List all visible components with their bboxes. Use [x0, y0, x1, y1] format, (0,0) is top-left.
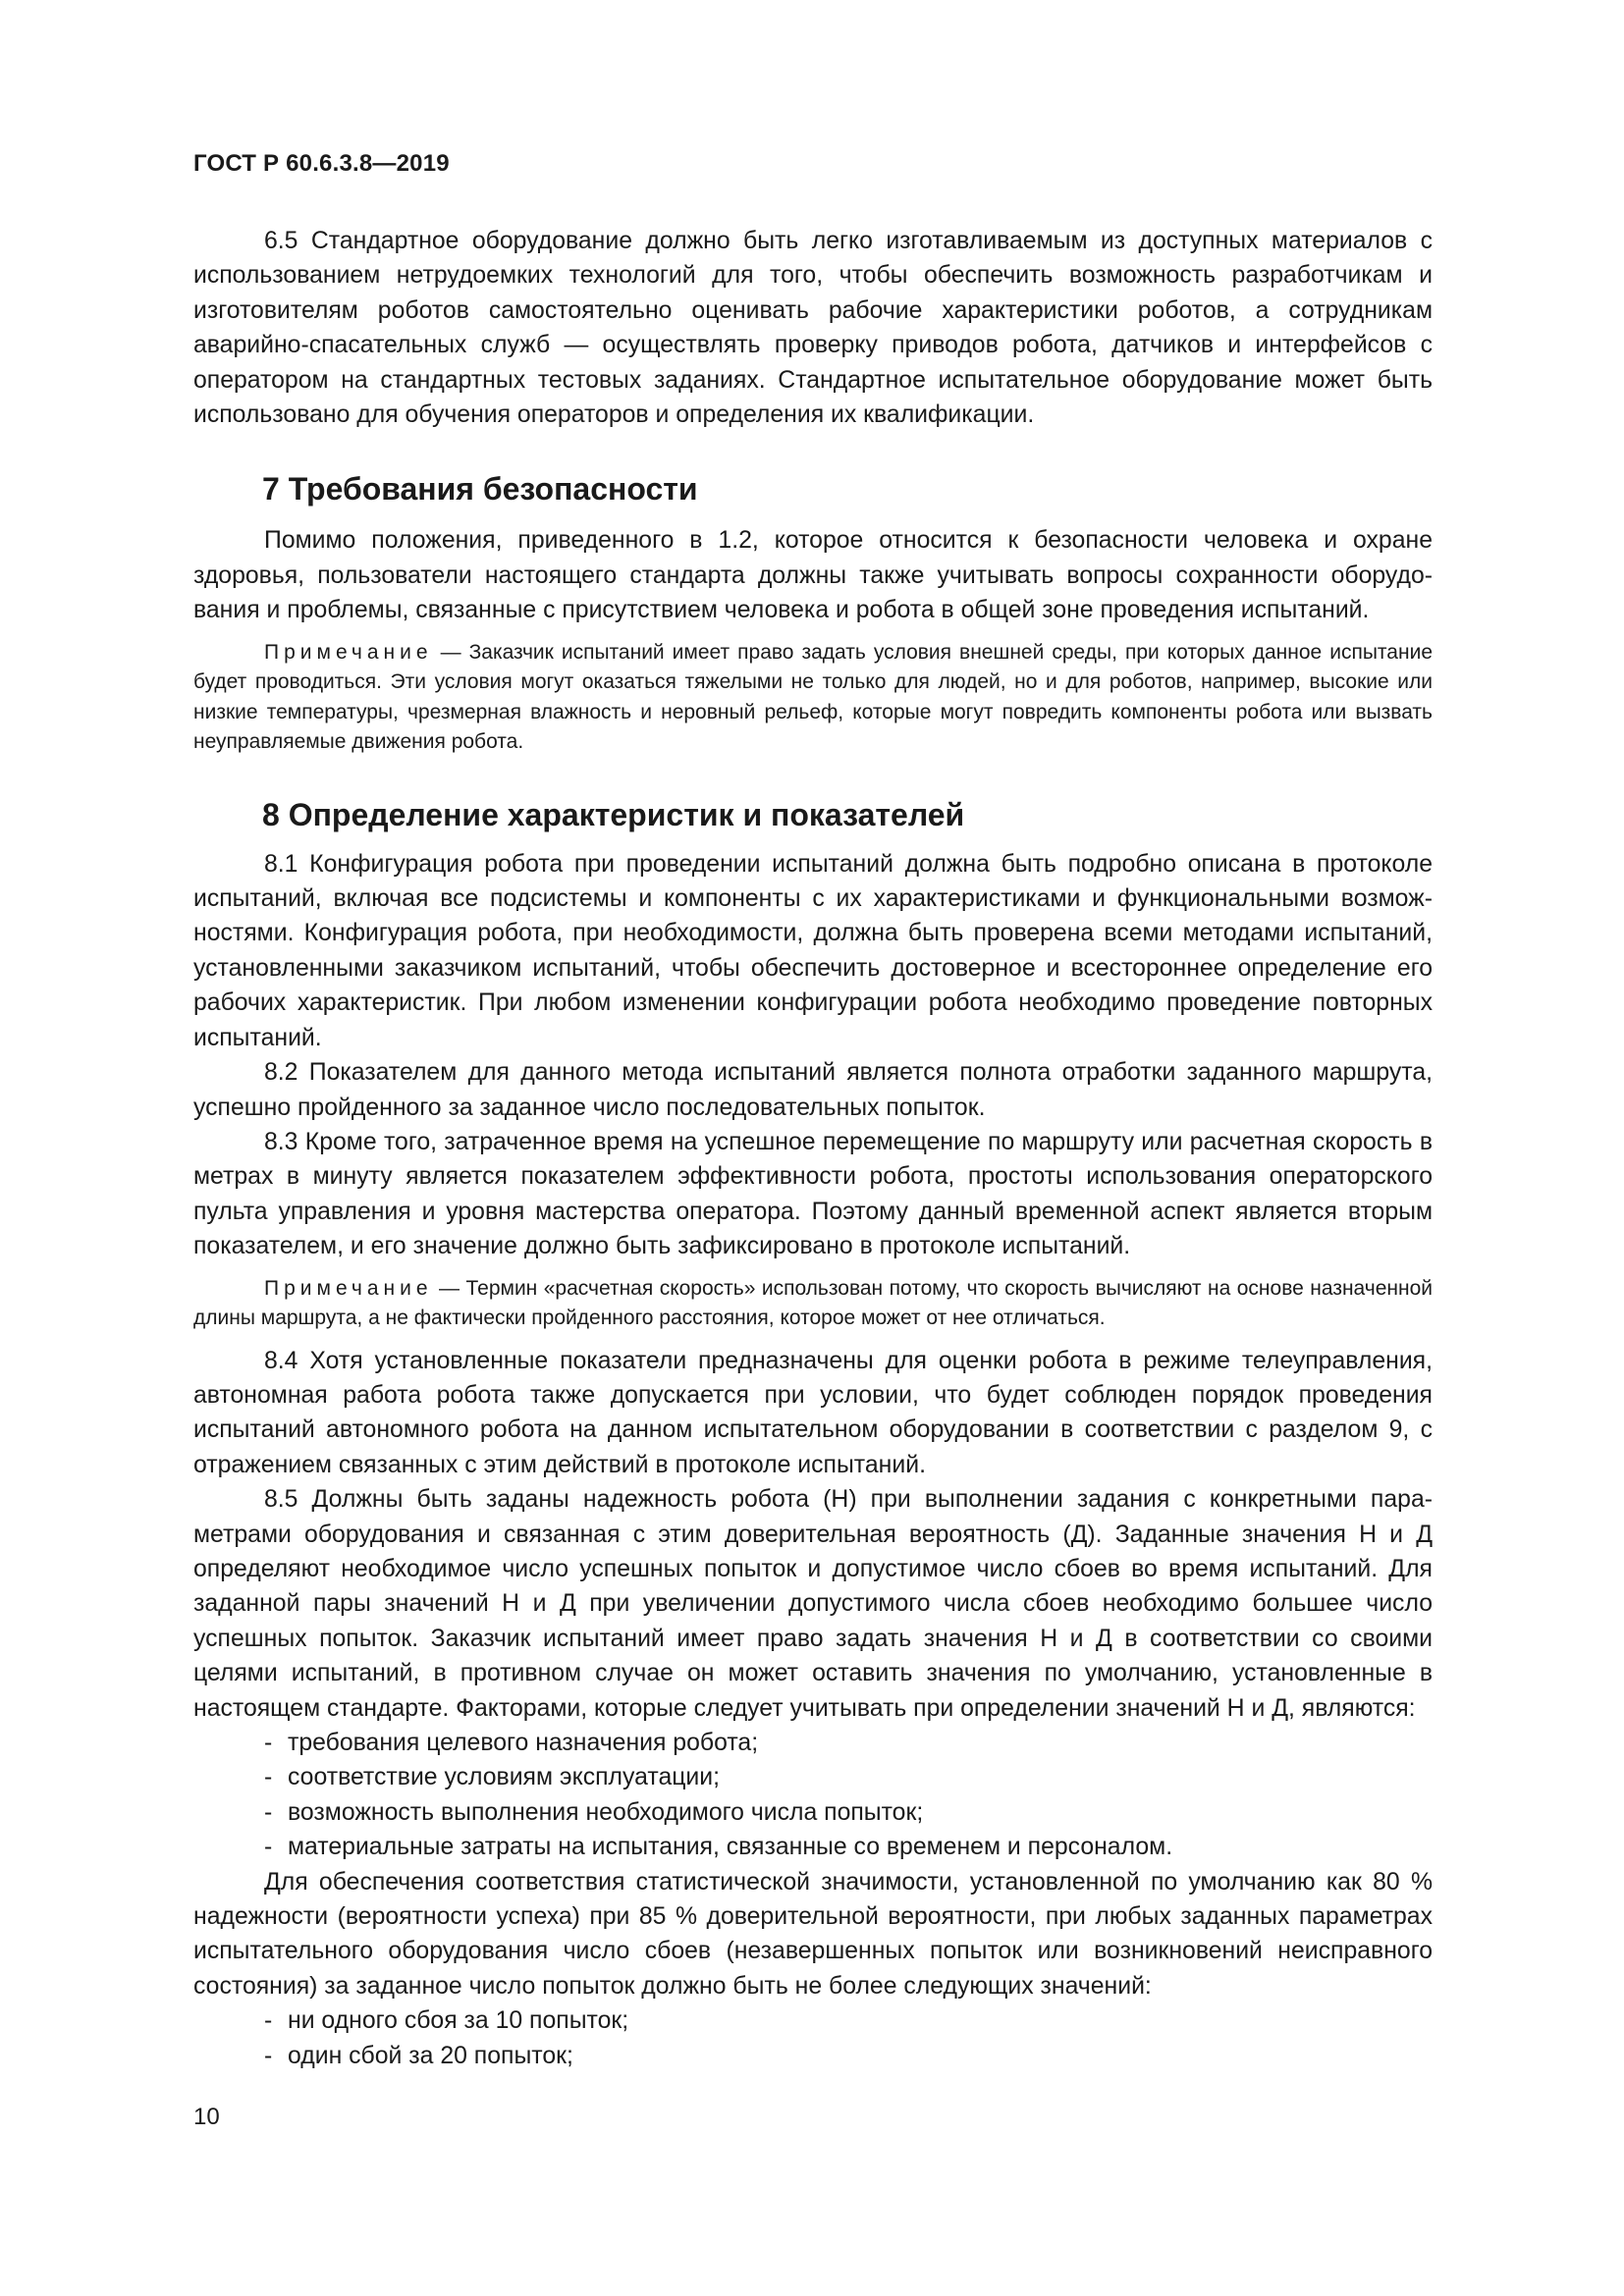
paragraph-8-5-continued: Для обеспечения соответствия статистической значимости, установленной по умолчанию как 80 % надежности (вероятности успеха) при 85 % доверительной вероятности, при любых заданных параметрах испытательного оборудования число сбоев (незавершенных попыток или возникновений неисправного состояния) за заданное число попыток должно быть не более следующих значений: [193, 1868, 1433, 2000]
note-text: — Термин «расчетная скорость» использован потому, что скорость вычисляют на основе назначенной длины маршрута, а не фактически пройденного расстояния, которое может от нее отличаться. [193, 1276, 1433, 1330]
paragraph-6-5: 6.5 Стандартное оборудование должно быть легко изготавливаемым из доступных материалов с использованием нетрудоемких технологий для того, чтобы обеспечить возможность разработчикам и изготовителям роботов самостоятельно оценивать рабочие характеристики роботов, а сотрудникам аварийно-спасательных служб — осуществлять проверку приводов робота, датчиков и интерфейсов с оператором на стандартных тестовых заданиях. Стандартное испытательное оборудование может быть использовано для обучения операторов и определения их квалификации. [193, 228, 1433, 429]
page-number: 10 [193, 2104, 220, 2130]
failure-limits-list [193, 2003, 1433, 2073]
dash-marker: - [264, 1834, 273, 1861]
list-item-text: соответствие условиям эксплуатации; [288, 1764, 721, 1791]
list-item-text: возможность выполнения необходимого числа попыток; [288, 1798, 924, 1826]
list-item [193, 1795, 1433, 1830]
paragraph-8-1: 8.1 Конфигурация робота при проведении испытаний должна быть подробно описана в протоколе испытаний, включая все подсистемы и компоненты с их характеристиками и функциональными возможностями. Конфигурация робота, при необходимости, должна быть проверена всеми методами испытаний, установленными заказчиком испытаний, чтобы обеспечить достоверное и всестороннее определение его рабочих характеристик. При любом изменении конфигурации робота необходимо проведение повторных испытаний. [193, 850, 1433, 1051]
dash-marker: - [264, 1730, 273, 1756]
list-item-text: требования целевого назначения робота; [288, 1730, 759, 1756]
note-7 [193, 638, 1433, 758]
note-label: Примечание [264, 640, 433, 664]
dash-marker: - [264, 1764, 273, 1791]
list-item [193, 1760, 1433, 1794]
note-8-3 [193, 1274, 1433, 1334]
document-header: ГОСТ Р 60.6.3.8—2019 [193, 150, 450, 177]
list-item-text: материальные затраты на испытания, связанные со временем и персоналом. [288, 1834, 1173, 1861]
note-label: Примечание [264, 1276, 433, 1300]
paragraph-8-4: 8.4 Хотя установленные показатели предназначены для оценки робота в режиме телеуправления, автономная работа робота также допускается при условии, что будет соблюден порядок проведения испытаний автономного робота на данном испытательном оборудовании в соответствии с разделом 9, с отражением связанных с этим действий в протоколе испытаний. [193, 1347, 1433, 1478]
factors-list [193, 1726, 1433, 1865]
paragraph-8-5: 8.5 Должны быть заданы надежность робота (Н) при выполнении задания с конкретными параметрами оборудования и связанная с этим доверительная вероятность (Д). Заданные значения Н и Д определяют необходимое число успешных попыток и допустимое число сбоев во время испытаний. Для заданной пары значений Н и Д при увеличении допустимого числа сбоев необходимо большее число успешных попыток. Заказчик испытаний имеет право задать значения Н и Д в соответствии со своими целями испытаний, в противном случае он может оставить значения по умолчанию, установленные в настоящем стандарте. Факторами, которые следует учитывать при определении значений Н и Д, являются: [193, 1486, 1433, 1722]
dash-marker: - [264, 1798, 273, 1826]
list-item [193, 1830, 1433, 1864]
dash-marker: - [264, 2007, 273, 2035]
paragraph-8-3: 8.3 Кроме того, затраченное время на успешное перемещение по маршруту или расчетная скорость в метрах в минуту является показателем эффективности робота, простоты использования операторского пульта управления и уровня мастерства оператора. Поэтому данный временной аспект является вторым показателем, и его значение должно быть зафиксировано в протоколе испытаний. [193, 1128, 1433, 1260]
section-8-title: 8 Определение характеристик и показателей [262, 796, 965, 832]
note-text: — Заказчик испытаний имеет право задать условия внешней среды, при которых данное испытание будет проводиться. Эти условия могут оказаться тяжелыми не только для людей, но и для роботов, например, высокие или низкие температуры, чрезмерная влажность и неровный рельеф, которые могут повредить компоненты робота или вызвать неуправляемые движения робота. [193, 640, 1433, 754]
list-item-text: один сбой за 20 попыток; [288, 2042, 573, 2069]
dash-marker: - [264, 2042, 273, 2069]
list-item [193, 2039, 1433, 2073]
section-7-title: 7 Требования безопасности [262, 471, 698, 507]
list-item [193, 1726, 1433, 1760]
document-body [193, 224, 1433, 2073]
paragraph-7-body: Помимо положения, приведенного в 1.2, которое относится к безопасности человека и охране здоровья, пользователи настоящего стандарта должны также учитывать вопросы сохранности оборудования и проблемы, связанные с присутствием человека и робота в общей зоне проведения испытаний. [193, 527, 1433, 624]
list-item [193, 2003, 1433, 2038]
list-item-text: ни одного сбоя за 10 попыток; [288, 2007, 629, 2035]
paragraph-8-2: 8.2 Показателем для данного метода испытаний является полнота отработки заданного маршрута, успешно пройденного за заданное число последовательных попыток. [193, 1059, 1433, 1121]
